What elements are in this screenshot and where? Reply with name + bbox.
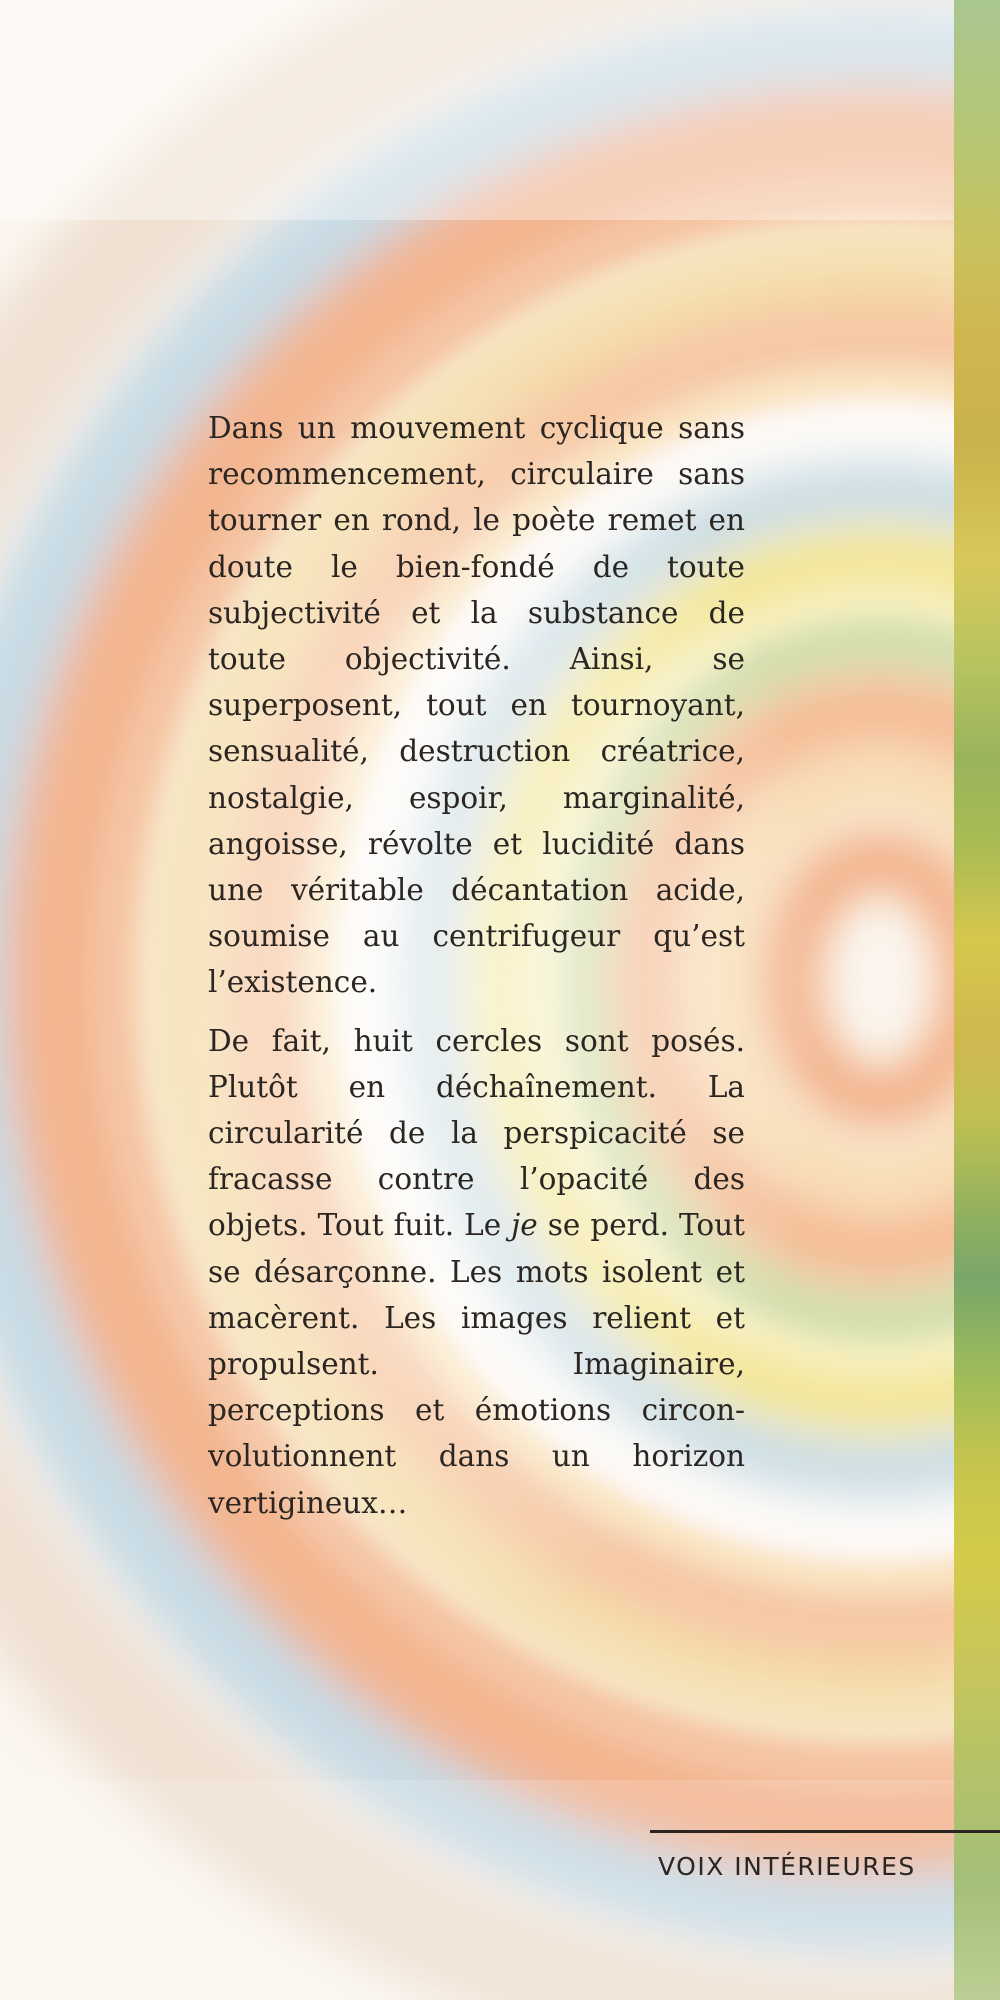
paragraph-2-italic: je xyxy=(511,1208,538,1243)
paragraph-2-end: se perd. Tout se désarçonne. Les mots isolent et macèrent. Les images relient et propulsent. Imaginaire, perceptions et émotions circonvolutionnent dans un horizon vertigineux… xyxy=(208,1208,745,1520)
back-cover-text xyxy=(208,405,745,1538)
back-cover-paragraph-2 xyxy=(208,1018,745,1526)
paragraph-2-start: De fait, huit cercles sont posés. Plutôt en déchaînement. La circularité de la perspicacité se fracasse contre l’opacité des objets. Tout fuit. Le xyxy=(208,1023,745,1243)
collection-rule xyxy=(650,1830,1000,1833)
collection-name: VOIX INTÉRIEURES xyxy=(658,1852,916,1881)
spine-strip xyxy=(954,0,1000,2000)
back-cover-paragraph-1: Dans un mouvement cyclique sans recommencement, circulaire sans tourner en rond, le poète remet en doute le bien-fondé de toute subjectivité et la substance de toute objectivité. Ainsi, se superposent, tout en tournoyant, sensualité, destruction créatrice, nostalgie, espoir, marginalité, angoisse, révolte et lucidité dans une véritable décantation acide, soumise au centrifugeur qu’est l’existence. xyxy=(208,411,745,1000)
collection-block xyxy=(650,1830,954,1890)
